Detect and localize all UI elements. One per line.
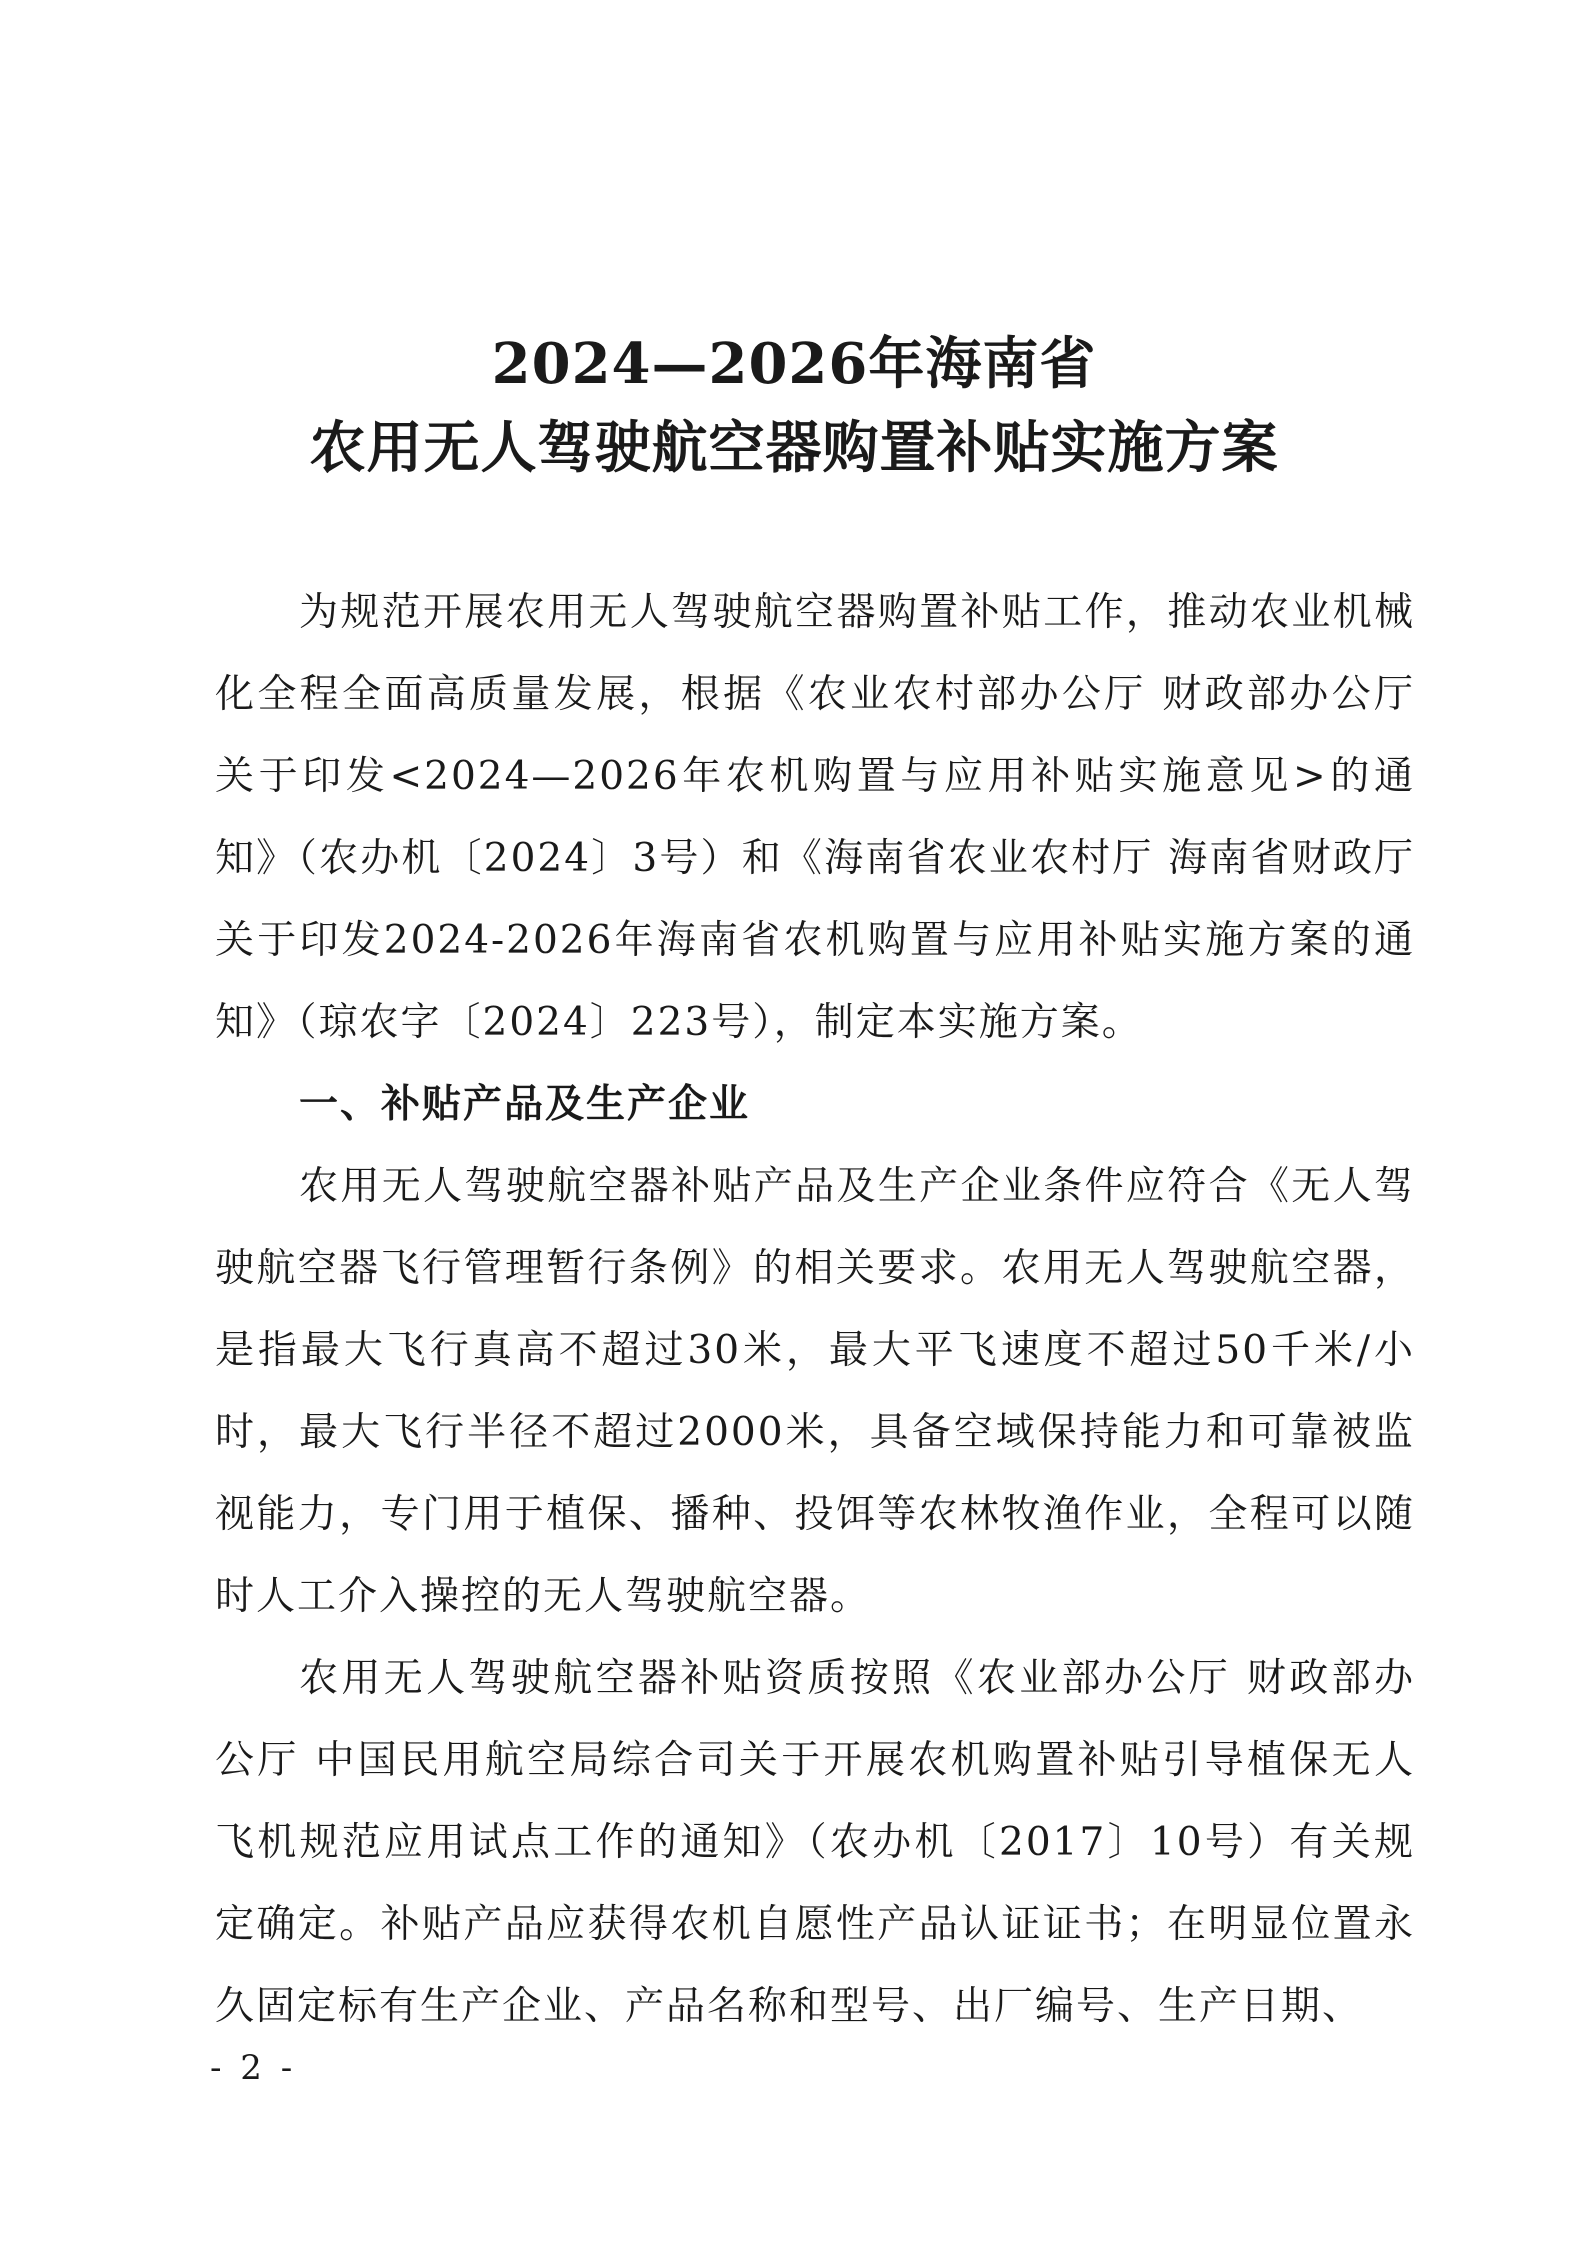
document-title-line-1: 2024—2026年海南省 (491, 331, 1097, 397)
body-paragraph: 农用无人驾驶航空器补贴资质按照《农业部办公厅 财政部办公厅 中国民用航空局综合司关于开展农机购置补贴引导植保无人飞机规范应用试点工作的通知》（农办机〔2017〕10号）有关规定确定。补贴产品应获得农机自愿性产品认证证书；在明显位置永久固定标有生产企业、产品名称和型号、出厂编号、生产日期、 (215, 1656, 1415, 2029)
document-title-line-2: 农用无人驾驶航空器购置补贴实施方案 (309, 415, 1279, 481)
section-heading: 一、补贴产品及生产企业 (299, 1082, 751, 1127)
intro-paragraph: 为规范开展农用无人驾驶航空器购置补贴工作，推动农业机械化全程全面高质量发展，根据《农业农村部办公厅 财政部办公厅关于印发<2024—2026年农机购置与应用补贴实施意见>的通知》（农办机〔2024〕3号）和《海南省农业农村厅 海南省财政厅关于印发2024-2026年海南省农机购置与应用补贴实施方案的通知》（琼农字〔2024〕223号），制定本实施方案。 (215, 590, 1415, 1045)
page-number: - 2 - (210, 2048, 297, 2088)
body-paragraph: 农用无人驾驶航空器补贴产品及生产企业条件应符合《无人驾驶航空器飞行管理暂行条例》的相关要求。农用无人驾驶航空器，是指最大飞行真高不超过30米，最大平飞速度不超过50千米/小时，最大飞行半径不超过2000米，具备空域保持能力和可靠被监视能力，专门用于植保、播种、投饵等农林牧渔作业，全程可以随时人工介入操控的无人驾驶航空器。 (215, 1164, 1415, 1619)
document-body (215, 572, 1415, 2048)
